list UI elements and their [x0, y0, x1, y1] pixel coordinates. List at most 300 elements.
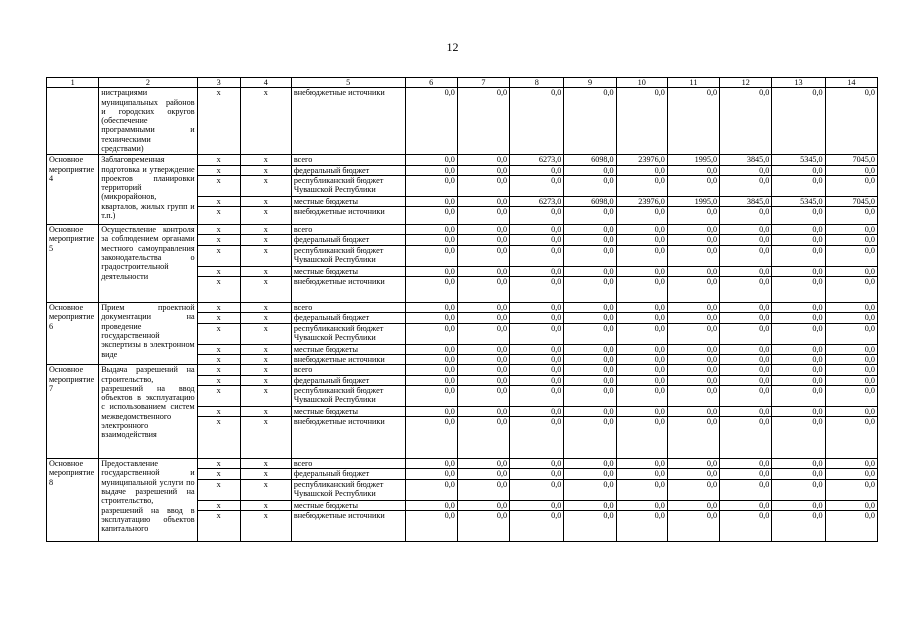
amount-col10: 0,0: [616, 245, 667, 266]
amount-col12: 3845,0: [720, 196, 772, 206]
amount-col11: 0,0: [667, 303, 719, 313]
cell-col3: x: [197, 323, 240, 344]
amount-col12: 0,0: [720, 277, 772, 303]
amount-col11: 0,0: [667, 207, 719, 225]
amount-col11: 0,0: [667, 245, 719, 266]
cell-col4: x: [240, 245, 291, 266]
amount-col12: 0,0: [720, 469, 772, 479]
amount-col14: 0,0: [825, 245, 877, 266]
amount-col12: 0,0: [720, 417, 772, 459]
amount-col9: 0,0: [564, 165, 616, 175]
amount-col8: 0,0: [510, 479, 564, 500]
funding-source: федеральный бюджет: [291, 235, 405, 245]
cell-col3: x: [197, 344, 240, 354]
amount-col7: 0,0: [457, 511, 509, 542]
amount-col10: 0,0: [616, 459, 667, 469]
amount-col10: 0,0: [616, 88, 667, 155]
funding-source: всего: [291, 155, 405, 165]
amount-col12: 0,0: [720, 207, 772, 225]
funding-source: республиканский бюджет Чувашской Республики: [291, 175, 405, 196]
event-description: [99, 365, 197, 459]
funding-source: местные бюджеты: [291, 266, 405, 276]
column-number-row: [47, 78, 878, 88]
amount-col12: 0,0: [720, 266, 772, 276]
cell-col3: x: [197, 354, 240, 364]
amount-col13: 0,0: [772, 165, 825, 175]
amount-col10: 0,0: [616, 375, 667, 385]
amount-col11: 0,0: [667, 511, 719, 542]
amount-col10: 23976,0: [616, 196, 667, 206]
cell-col4: x: [240, 479, 291, 500]
funding-source: всего: [291, 225, 405, 235]
amount-col6: 0,0: [405, 207, 457, 225]
amount-col14: 0,0: [825, 277, 877, 303]
amount-col11: 0,0: [667, 375, 719, 385]
amount-col9: 0,0: [564, 500, 616, 510]
amount-col12: 0,0: [720, 175, 772, 196]
event-description-text: Предоставление государственной и муниципальной услуги по выдаче разрешений на строительство, разрешений на ввод в эксплуатацию объектов капитального: [101, 459, 195, 534]
amount-col9: 0,0: [564, 313, 616, 323]
amount-col8: 0,0: [510, 207, 564, 225]
amount-col7: 0,0: [457, 196, 509, 206]
amount-col8: 0,0: [510, 303, 564, 313]
column-number-8: 8: [510, 78, 564, 88]
amount-col14: 0,0: [825, 479, 877, 500]
event-description: [99, 459, 197, 542]
amount-col13: 0,0: [772, 469, 825, 479]
amount-col14: 7045,0: [825, 155, 877, 165]
amount-col9: 0,0: [564, 175, 616, 196]
cell-col4: x: [240, 196, 291, 206]
amount-col13: 0,0: [772, 323, 825, 344]
funding-source: всего: [291, 365, 405, 375]
amount-col13: 0,0: [772, 88, 825, 155]
amount-col14: 0,0: [825, 303, 877, 313]
amount-col9: 0,0: [564, 323, 616, 344]
amount-col8: 0,0: [510, 225, 564, 235]
cell-col3: x: [197, 469, 240, 479]
amount-col8: 0,0: [510, 365, 564, 375]
amount-col11: 1995,0: [667, 196, 719, 206]
funding-source: внебюджетные источники: [291, 277, 405, 303]
table-row: [47, 155, 878, 165]
funding-source: внебюджетные источники: [291, 417, 405, 459]
amount-col10: 0,0: [616, 511, 667, 542]
table-row: [47, 88, 878, 155]
amount-col12: 0,0: [720, 225, 772, 235]
amount-col14: 0,0: [825, 406, 877, 416]
amount-col13: 0,0: [772, 344, 825, 354]
amount-col10: 0,0: [616, 479, 667, 500]
amount-col7: 0,0: [457, 175, 509, 196]
column-number-13: 13: [772, 78, 825, 88]
amount-col14: 0,0: [825, 165, 877, 175]
cell-col4: x: [240, 500, 291, 510]
column-number-4: 4: [240, 78, 291, 88]
amount-col11: 0,0: [667, 385, 719, 406]
amount-col7: 0,0: [457, 313, 509, 323]
amount-col6: 0,0: [405, 511, 457, 542]
amount-col9: 6098,0: [564, 196, 616, 206]
cell-col4: x: [240, 155, 291, 165]
amount-col9: 0,0: [564, 511, 616, 542]
cell-col4: x: [240, 354, 291, 364]
amount-col6: 0,0: [405, 406, 457, 416]
amount-col6: 0,0: [405, 469, 457, 479]
amount-col6: 0,0: [405, 323, 457, 344]
cell-col3: x: [197, 479, 240, 500]
cell-col4: x: [240, 365, 291, 375]
amount-col14: 0,0: [825, 235, 877, 245]
amount-col8: 0,0: [510, 277, 564, 303]
amount-col12: 0,0: [720, 245, 772, 266]
amount-col10: 0,0: [616, 313, 667, 323]
amount-col14: 0,0: [825, 207, 877, 225]
amount-col8: 0,0: [510, 375, 564, 385]
amount-col13: 0,0: [772, 266, 825, 276]
page-number: 12: [446, 40, 459, 54]
amount-col6: 0,0: [405, 459, 457, 469]
amount-col11: 0,0: [667, 175, 719, 196]
amount-col7: 0,0: [457, 323, 509, 344]
column-number-14: 14: [825, 78, 877, 88]
cell-col3: x: [197, 245, 240, 266]
cell-col3: x: [197, 365, 240, 375]
amount-col10: 0,0: [616, 406, 667, 416]
amount-col14: 0,0: [825, 385, 877, 406]
amount-col10: 0,0: [616, 323, 667, 344]
amount-col6: 0,0: [405, 277, 457, 303]
cell-col4: x: [240, 303, 291, 313]
amount-col10: 0,0: [616, 175, 667, 196]
amount-col8: 0,0: [510, 313, 564, 323]
event-description-text: Осуществление контроля за соблюдением органами местного самоуправления законодательства о градостроительной деятельности: [101, 225, 195, 281]
cell-col3: x: [197, 225, 240, 235]
amount-col13: 0,0: [772, 303, 825, 313]
cell-col3: x: [197, 406, 240, 416]
column-number-5: 5: [291, 78, 405, 88]
amount-col6: 0,0: [405, 245, 457, 266]
cell-col3: x: [197, 175, 240, 196]
amount-col6: 0,0: [405, 155, 457, 165]
amount-col10: 0,0: [616, 385, 667, 406]
amount-col13: 0,0: [772, 500, 825, 510]
cell-col3: x: [197, 417, 240, 459]
amount-col11: 0,0: [667, 323, 719, 344]
amount-col9: 6098,0: [564, 155, 616, 165]
amount-col12: 0,0: [720, 385, 772, 406]
cell-col4: x: [240, 459, 291, 469]
amount-col9: 0,0: [564, 245, 616, 266]
amount-col12: 0,0: [720, 500, 772, 510]
amount-col14: 0,0: [825, 313, 877, 323]
amount-col7: 0,0: [457, 344, 509, 354]
amount-col13: 0,0: [772, 207, 825, 225]
event-label: Основное мероприятие 5: [47, 225, 99, 303]
amount-col12: 0,0: [720, 313, 772, 323]
amount-col9: 0,0: [564, 344, 616, 354]
amount-col11: 0,0: [667, 406, 719, 416]
amount-col7: 0,0: [457, 225, 509, 235]
cell-col4: x: [240, 165, 291, 175]
amount-col11: 0,0: [667, 459, 719, 469]
amount-col13: 0,0: [772, 479, 825, 500]
amount-col6: 0,0: [405, 225, 457, 235]
cell-col3: x: [197, 500, 240, 510]
amount-col9: 0,0: [564, 277, 616, 303]
amount-col7: 0,0: [457, 155, 509, 165]
cell-col3: x: [197, 155, 240, 165]
amount-col13: 0,0: [772, 354, 825, 364]
event-description: [99, 155, 197, 225]
column-number-2: 2: [99, 78, 197, 88]
funding-source: местные бюджеты: [291, 344, 405, 354]
cell-col3: x: [197, 385, 240, 406]
amount-col10: 0,0: [616, 225, 667, 235]
table-row: [47, 459, 878, 469]
amount-col6: 0,0: [405, 344, 457, 354]
amount-col6: 0,0: [405, 479, 457, 500]
amount-col12: 0,0: [720, 511, 772, 542]
funding-source: местные бюджеты: [291, 500, 405, 510]
event-description: [99, 225, 197, 303]
amount-col12: 0,0: [720, 354, 772, 364]
amount-col13: 0,0: [772, 313, 825, 323]
event-description-text: Заблаговременная подготовка и утверждение проектов планировки территорий (микрорайонов, кварталов, жилых групп и т.п.): [101, 155, 195, 221]
amount-col6: 0,0: [405, 303, 457, 313]
cell-col4: x: [240, 313, 291, 323]
amount-col12: 0,0: [720, 479, 772, 500]
amount-col10: 0,0: [616, 165, 667, 175]
amount-col14: 0,0: [825, 266, 877, 276]
cell-col4: x: [240, 417, 291, 459]
amount-col7: 0,0: [457, 385, 509, 406]
amount-col10: 0,0: [616, 365, 667, 375]
cell-col3: x: [197, 235, 240, 245]
event-label: Основное мероприятие 6: [47, 303, 99, 365]
amount-col9: 0,0: [564, 469, 616, 479]
amount-col10: 0,0: [616, 303, 667, 313]
amount-col14: 0,0: [825, 417, 877, 459]
cell-col4: x: [240, 385, 291, 406]
column-number-12: 12: [720, 78, 772, 88]
amount-col14: 0,0: [825, 375, 877, 385]
amount-col8: 6273,0: [510, 155, 564, 165]
cell-col3: x: [197, 88, 240, 155]
cell-col4: x: [240, 323, 291, 344]
column-number-10: 10: [616, 78, 667, 88]
funding-source: федеральный бюджет: [291, 375, 405, 385]
amount-col13: 0,0: [772, 511, 825, 542]
event-label: Основное мероприятие 7: [47, 365, 99, 459]
amount-col14: 0,0: [825, 88, 877, 155]
amount-col9: 0,0: [564, 385, 616, 406]
amount-col12: 0,0: [720, 365, 772, 375]
amount-col7: 0,0: [457, 354, 509, 364]
cell-col4: x: [240, 344, 291, 354]
amount-col10: 0,0: [616, 344, 667, 354]
funding-source: федеральный бюджет: [291, 165, 405, 175]
cell-col3: x: [197, 266, 240, 276]
amount-col8: 0,0: [510, 511, 564, 542]
amount-col6: 0,0: [405, 235, 457, 245]
cell-col3: x: [197, 511, 240, 542]
amount-col7: 0,0: [457, 207, 509, 225]
amount-col7: 0,0: [457, 479, 509, 500]
amount-col9: 0,0: [564, 235, 616, 245]
amount-col7: 0,0: [457, 365, 509, 375]
amount-col11: 0,0: [667, 469, 719, 479]
amount-col12: 0,0: [720, 235, 772, 245]
amount-col13: 0,0: [772, 175, 825, 196]
funding-source: республиканский бюджет Чувашской Республики: [291, 245, 405, 266]
budget-table: [46, 77, 878, 542]
amount-col7: 0,0: [457, 459, 509, 469]
funding-source: федеральный бюджет: [291, 313, 405, 323]
amount-col14: 0,0: [825, 500, 877, 510]
amount-col11: 0,0: [667, 235, 719, 245]
amount-col6: 0,0: [405, 354, 457, 364]
amount-col13: 0,0: [772, 277, 825, 303]
amount-col9: 0,0: [564, 88, 616, 155]
funding-source: республиканский бюджет Чувашской Республики: [291, 385, 405, 406]
amount-col7: 0,0: [457, 406, 509, 416]
cell-col4: x: [240, 235, 291, 245]
cell-col4: x: [240, 277, 291, 303]
amount-col7: 0,0: [457, 417, 509, 459]
amount-col13: 0,0: [772, 406, 825, 416]
amount-col6: 0,0: [405, 196, 457, 206]
event-description: нистрациями муниципальных районов и городских округов (обеспечение программными и техническими средствами): [99, 88, 197, 155]
cell-col3: x: [197, 277, 240, 303]
funding-source: местные бюджеты: [291, 196, 405, 206]
amount-col14: 0,0: [825, 225, 877, 235]
amount-col14: 0,0: [825, 365, 877, 375]
amount-col8: 0,0: [510, 344, 564, 354]
cell-col4: x: [240, 88, 291, 155]
amount-col9: 0,0: [564, 375, 616, 385]
amount-col13: 0,0: [772, 245, 825, 266]
cell-col4: x: [240, 207, 291, 225]
column-number-11: 11: [667, 78, 719, 88]
amount-col14: 0,0: [825, 344, 877, 354]
amount-col12: 0,0: [720, 88, 772, 155]
amount-col7: 0,0: [457, 375, 509, 385]
amount-col14: 0,0: [825, 354, 877, 364]
funding-source: республиканский бюджет Чувашской Республики: [291, 323, 405, 344]
amount-col8: 0,0: [510, 459, 564, 469]
event-description-text: Прием проектной документации на проведение государственной экспертизы в электронном виде: [101, 303, 195, 359]
column-number-1: 1: [47, 78, 99, 88]
column-number-6: 6: [405, 78, 457, 88]
column-number-3: 3: [197, 78, 240, 88]
amount-col10: 0,0: [616, 277, 667, 303]
amount-col13: 5345,0: [772, 155, 825, 165]
amount-col8: 0,0: [510, 235, 564, 245]
cell-col3: x: [197, 375, 240, 385]
amount-col9: 0,0: [564, 365, 616, 375]
amount-col13: 0,0: [772, 417, 825, 459]
amount-col14: 0,0: [825, 459, 877, 469]
amount-col8: 0,0: [510, 417, 564, 459]
amount-col7: 0,0: [457, 303, 509, 313]
amount-col12: 0,0: [720, 303, 772, 313]
amount-col10: 0,0: [616, 500, 667, 510]
amount-col14: 0,0: [825, 469, 877, 479]
amount-col13: 0,0: [772, 225, 825, 235]
amount-col6: 0,0: [405, 500, 457, 510]
amount-col11: 1995,0: [667, 155, 719, 165]
amount-col8: 0,0: [510, 469, 564, 479]
amount-col9: 0,0: [564, 479, 616, 500]
amount-col8: 0,0: [510, 266, 564, 276]
amount-col8: 0,0: [510, 165, 564, 175]
cell-col3: x: [197, 207, 240, 225]
amount-col6: 0,0: [405, 266, 457, 276]
amount-col9: 0,0: [564, 266, 616, 276]
funding-source: внебюджетные источники: [291, 511, 405, 542]
amount-col9: 0,0: [564, 417, 616, 459]
amount-col9: 0,0: [564, 207, 616, 225]
amount-col11: 0,0: [667, 88, 719, 155]
amount-col11: 0,0: [667, 165, 719, 175]
amount-col13: 0,0: [772, 235, 825, 245]
amount-col10: 0,0: [616, 207, 667, 225]
amount-col12: 3845,0: [720, 155, 772, 165]
amount-col6: 0,0: [405, 385, 457, 406]
amount-col6: 0,0: [405, 165, 457, 175]
amount-col6: 0,0: [405, 375, 457, 385]
cell-col4: x: [240, 469, 291, 479]
amount-col9: 0,0: [564, 354, 616, 364]
table-row: [47, 303, 878, 313]
cell-col4: x: [240, 225, 291, 235]
amount-col8: 6273,0: [510, 196, 564, 206]
cell-col4: x: [240, 175, 291, 196]
amount-col8: 0,0: [510, 385, 564, 406]
amount-col12: 0,0: [720, 459, 772, 469]
cell-col3: x: [197, 303, 240, 313]
event-description-text: Выдача разрешений на строительство, разрешений на ввод объектов в эксплуатацию с использованием систем межведомственного электронного взаимодействия: [101, 365, 195, 440]
amount-col12: 0,0: [720, 375, 772, 385]
funding-source: всего: [291, 303, 405, 313]
amount-col11: 0,0: [667, 417, 719, 459]
column-number-9: 9: [564, 78, 616, 88]
amount-col10: 0,0: [616, 417, 667, 459]
cell-col4: x: [240, 375, 291, 385]
amount-col10: 0,0: [616, 469, 667, 479]
amount-col11: 0,0: [667, 344, 719, 354]
funding-source: местные бюджеты: [291, 406, 405, 416]
amount-col9: 0,0: [564, 459, 616, 469]
amount-col7: 0,0: [457, 266, 509, 276]
amount-col12: 0,0: [720, 323, 772, 344]
amount-col8: 0,0: [510, 323, 564, 344]
amount-col6: 0,0: [405, 417, 457, 459]
amount-col11: 0,0: [667, 500, 719, 510]
amount-col11: 0,0: [667, 277, 719, 303]
funding-source: внебюджетные источники: [291, 207, 405, 225]
cell-col4: x: [240, 266, 291, 276]
cell-col4: x: [240, 511, 291, 542]
amount-col12: 0,0: [720, 406, 772, 416]
amount-col13: 5345,0: [772, 196, 825, 206]
amount-col10: 0,0: [616, 354, 667, 364]
amount-col7: 0,0: [457, 277, 509, 303]
amount-col13: 0,0: [772, 375, 825, 385]
cell-col3: x: [197, 459, 240, 469]
amount-col10: 0,0: [616, 235, 667, 245]
